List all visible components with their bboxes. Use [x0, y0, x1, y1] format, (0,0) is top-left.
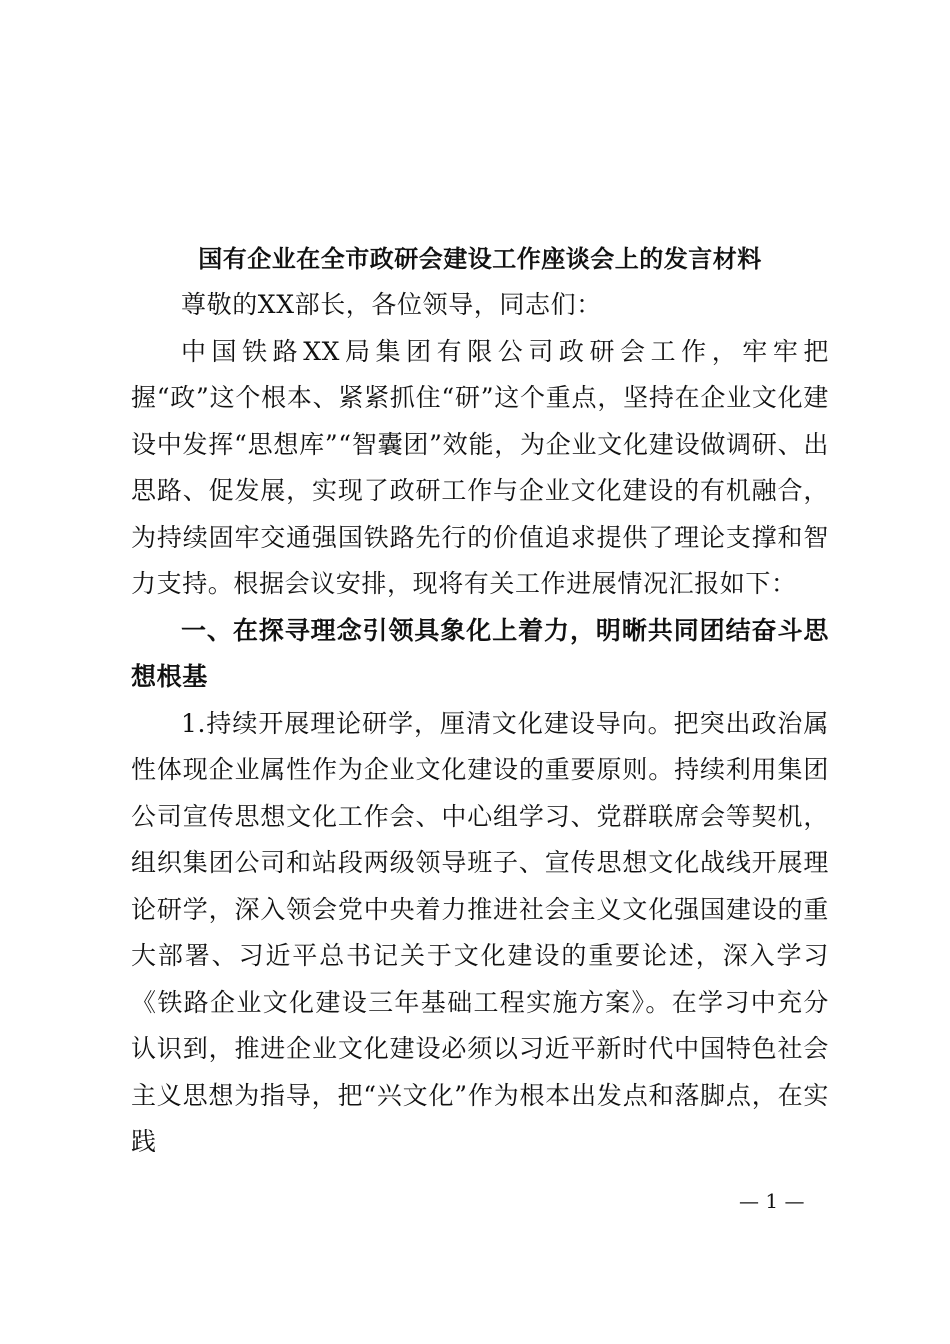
salutation: 尊敬的XX部长，各位领导，同志们：	[181, 290, 602, 319]
document-title: 国有企业在全市政研会建设工作座谈会上的发言材料	[198, 244, 762, 273]
page-number: — 1 —	[739, 1189, 805, 1213]
section-1-paragraph-1: 1.持续开展理论研学，厘清文化建设导向。把突出政治属性体现企业属性作为企业文化建设的重要原则。持续利用集团公司宣传思想文化工作会、中心组学习、党群联席会等契机，组织集团公司和站段两级领导班子、宣传思想文化战线开展理论研学，深入领会党中央着力推进社会主义文化强国建设的重大部署、习近平总书记关于文化建设的重要论述，深入学习《铁路企业文化建设三年基础工程实施方案》。在学习中充分认识到，推进企业文化建设必须以习近平新时代中国特色社会主义思想为指导，把“兴文化”作为根本出发点和落脚点，在实践	[131, 708, 829, 1156]
intro-paragraph: 中国铁路XX局集团有限公司政研会工作，牢牢把握“政”这个根本、紧紧抓住“研”这个重点，坚持在企业文化建设中发挥“思想库”“智囊团”效能，为企业文化建设做调研、出思路、促发展，实现了政研工作与企业文化建设的有机融合，为持续固牢交通强国铁路先行的价值追求提供了理论支撑和智力支持。根据会议安排，现将有关工作进展情况汇报如下：	[131, 336, 829, 598]
section-heading-1: 一、在探寻理念引领具象化上着力，明晰共同团结奋斗思想根基	[131, 615, 829, 691]
document-body	[131, 236, 829, 1166]
